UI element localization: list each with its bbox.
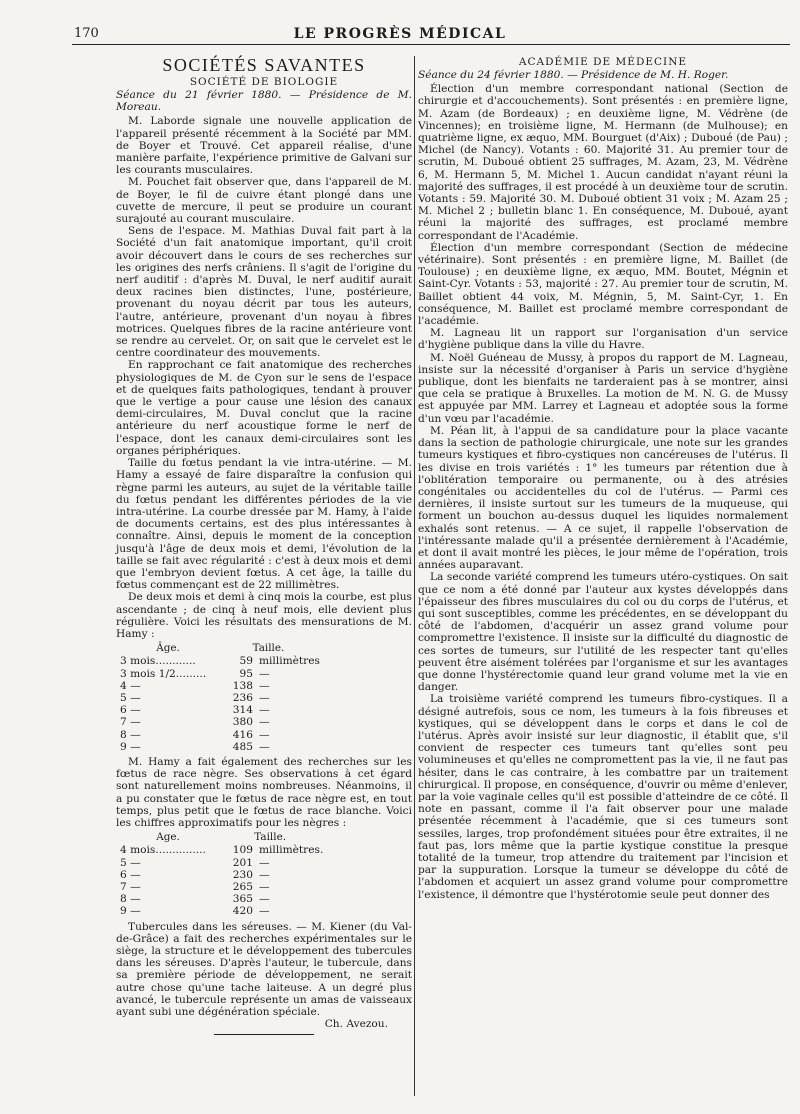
paragraph-lagneau: M. Lagneau lit un rapport sur l'organisation d'un service d'hygiène publique dans la ville du Havre. [418, 327, 788, 352]
paragraph-duval: Sens de l'espace. M. Mathias Duval fait part à la Société d'un fait anatomique important, qu'il croit avoir découvert dans le cours de ses recherches sur les origines des nerfs crâniens. Il s'agit de l'origine du nerf auditif : d'après M. Duval, le nerf auditif aurait deux racines bien distinctes, l'une, postérieure, provenant du noyau décrit par tous les auteurs, l'autre, antérieure, provenant d'un noyau à fibres motrices. Quelques fibres de la racine antérieure vont se rendre au cervelet. Or, on sait que le cervelet est le centre coordinateur des mouvements. [116, 225, 412, 360]
fetus-size-table [116, 641, 320, 753]
paragraph-pean: M. Péan lit, à l'appui de sa candidature pour la place vacante dans la section de pathologie chirurgicale, une note sur les grandes tumeurs kystiques et fibro-cystiques non cancéreuses de l'utérus. Il les divise en trois variétés : 1° les tumeurs par rétention due à l'oblitération temporaire ou permanente, ou à des atrésies congénitales ou accidentelles du col de l'utérus. — Parmi ces dernières, il insiste surtout sur les tumeurs de la muqueuse, qui forment un bouchon au-dessus duquel les liquides normalement exhalés sont retenus. — A ce sujet, il rappelle l'observation de l'intéressante malade qu'il a présentée dernièrement à l'Académie, et dont il avait montré les pièces, le jour même de l'opération, trois années auparavant. [418, 424, 788, 572]
paragraph-cyon: En rapprochant ce fait anatomique des recherches physiologiques de M. de Cyon sur le sens de l'espace et de quelques faits pathologiques, tendant à prouver que le vertige a pour cause une lésion des canaux demi-circulaires, M. Duval conclut que la racine antérieure du nerf acoustique forme le nerf de l'espace, dont les canaux demi-circulaires sont les organes périphériques. [116, 359, 412, 457]
table-row: 9 — 420 — [120, 905, 270, 918]
paragraph-second-variety: La seconde variété comprend les tumeurs utéro-cystiques. On sait que ce nom a été donné par l'auteur aux kystes développés dans l'épaisseur des fibres musculaires du col ou du corps de l'utérus, et qui sont susceptibles, comme les précédentes, en se développant du côté de l'abdomen, d'acquérir un assez grand volume pour compromettre l'existence. Il insiste sur la difficulté du diagnostic de ces sortes de tumeurs, sur l'utilité de les respecter tant qu'elles peuvent être aisément tolérées par l'organisme et sur les avantages que donne l'hystérectomie quand leur grand volume met la vie en danger. [418, 571, 788, 694]
table-row: 5 — 201 — [120, 856, 270, 869]
author-signature: Ch. Avezou. [324, 1018, 388, 1031]
table-header-size: Taille. [252, 642, 285, 655]
table-row: 4 mois............... 109 millimètres. [120, 844, 324, 857]
table-header-age: Âge. [156, 642, 180, 655]
session-line: Séance du 24 février 1880. — Présidence de M. H. Roger. [418, 69, 729, 81]
section-title: SOCIÉTÉS SAVANTES [162, 55, 366, 75]
paragraph-curve: De deux mois et demi à cinq mois la courbe, est plus ascendante ; de cinq à neuf mois, elle devient plus régulière. Voici les résultats des mensurations de M. Hamy : [116, 591, 412, 640]
column-divider [414, 56, 415, 1096]
paragraph-negro-fetus: M. Hamy a fait également des recherches sur les fœtus de race nègre. Ses observations à cet égard sont naturellement moins nombreuses. Néanmoins, il a pu constater que le fœtus de race nègre est, en tout temps, plus petit que le fœtus de race blanche. Voici les chiffres approximatifs pour les nègres : [116, 755, 412, 829]
negro-fetus-table [116, 830, 323, 917]
paragraph-mussy: M. Noël Guéneau de Mussy, à propos du rapport de M. Lagneau, insiste sur la nécessité d'organiser à Paris un service d'hygiène publique, dont les bienfaits ne tarderaient pas à se montrer, ainsi que cela se pratique à Bruxelles. La motion de M. N. G. de Mussy est appuyée par MM. Larrey et Lagneau et adoptée sous la forme d'un vœu par l'académie. [418, 351, 788, 425]
paragraph-election-surgery: Élection d'un membre correspondant national (Section de chirurgie et d'accouchements). Sont présentés : en première ligne, M. Azam (de Bordeaux) ; en deuxième ligne, M. Védrène (de Vincennes); en troisième ligne, M. Hermann (de Mulhouse); en quatrième ligne, ex æquo, MM. Bourguet (d'Aix) ; Duboué (de Pau) ; Michel (de Nancy). Votants : 60. Majorité 31. Au premier tour de scrutin, M. Duboué obtient 25 suffrages, M. Azam, 23, M. Védrène 6, M. Hermann 5, M. Michel 1. Aucun candidat n'ayant réuni la majorité des suffrages, il est procédé à un deuxième tour de scrutin. Votants : 59. Majorité 30. M. Duboué obtient 31 voix ; M. Azam 25 ; M. Michel 2 ; bulletin blanc 1. En conséquence, M. Duboué, ayant réuni la majorité des suffrages, est proclamé membre correspondant de l'Académie. [418, 83, 788, 242]
paragraph-hamy: Taille du fœtus pendant la vie intra-utérine. — M. Hamy a essayé de faire disparaître la confusion qui règne parmi les auteurs, au sujet de la véritable taille du fœtus pendant les différentes périodes de la vie intra-utérine. La courbe dressée par M. Hamy, à l'aide de documents certains, est des plus intéressantes à connaître. Ainsi, depuis le moment de la conception jusqu'à l'âge de deux mois et demi, l'évolution de la taille se fait avec régularité : c'est à deux mois et demi que l'embryon devient fœtus. A cet âge, la taille du fœtus commençant est de 22 millimètres. [116, 457, 412, 592]
table-row: 8 — 416 — [120, 728, 270, 741]
table-row: 5 — 236 — [120, 691, 270, 704]
paragraph-kiener: Tubercules dans les séreuses. — M. Kiener (du Val-de-Grâce) a fait des recherches expérimentales sur le siège, la structure et le développement des tubercules dans les séreuses. D'après l'auteur, le tubercule, dans sa première période de développement, ne serait autre chose qu'une tache laiteuse. A un degré plus avancé, le tubercule représente un amas de vaisseaux ayant subi une dégénération spéciale. [116, 920, 412, 1019]
session-line: Séance du 21 février 1880. — Présidence de M. Moreau. [116, 89, 412, 114]
paragraph-election-veterinary: Élection d'un membre correspondant (Section de médecine vétérinaire). Sont présentés : en première ligne, M. Baillet (de Toulouse) ; en deuxième ligne, ex æquo, MM. Boutet, Mégnin et Saint-Cyr. Votants : 53, majorité : 27. Au premier tour de scrutin, M. Baillet obtient 44 voix, M. Mégnin, 5, M. Saint-Cyr, 1. En conséquence, M. Baillet est proclamé membre correspondant de l'académie. [418, 241, 788, 328]
table-row: 6 — 314 — [120, 704, 270, 717]
table-row: 9 — 485 — [120, 740, 270, 753]
table-row: 6 — 230 — [120, 868, 270, 881]
section-end-rule [214, 1034, 314, 1035]
table-row: 8 — 365 — [120, 893, 270, 906]
table-row: 3 mois............ 59 millimètres [120, 655, 320, 668]
page-number: 170 [74, 26, 99, 41]
society-heading: SOCIÉTÉ DE BIOLOGIE [189, 76, 339, 88]
table-row: 3 mois 1/2......... 95 — [120, 667, 270, 680]
table-header-age: Age. [156, 831, 180, 844]
left-column [116, 56, 412, 1035]
header-rule [72, 44, 790, 45]
table-row: 7 — 380 — [120, 716, 270, 729]
table-row: 4 — 138 — [120, 679, 270, 692]
right-column [418, 56, 788, 901]
paragraph-laborde: M. Laborde signale une nouvelle application de l'appareil présenté récemment à la Société par MM. de Boyer et Trouvé. Cet appareil réalise, d'une manière parfaite, l'expérience primitive de Galvani sur les courants musculaires. [116, 115, 412, 177]
academy-heading: ACADÉMIE DE MÉDECINE [518, 56, 688, 68]
table-header-size: Taille. [254, 831, 287, 844]
page-header [0, 24, 800, 44]
paragraph-third-variety: La troisième variété comprend les tumeurs fibro-cystiques. Il a désigné autrefois, sous ce nom, les tumeurs à la fois fibreuses et kystiques, qui se développent dans le corps et dans le col de l'utérus. Après avoir insisté sur leur diagnostic, il établit que, s'il convient de respecter ces tumeurs tant qu'elles sont peu volumineuses et qu'elles ne compromettent pas la vie, il ne faut pas hésiter, dans le cas contraire, à les combattre par un traitement chirurgical. Il propose, en conséquence, d'ouvrir ou même d'enlever, par la voie vaginale celles qu'il est possible d'atteindre de ce côté. Il note en passant, comme il l'a fait observer pour une malade présentée récemment à l'académie, que si ces tumeurs sont sessiles, larges, trop profondément situées pour être extraites, il ne faut pas, lors même que la partie kystique constitue la presque totalité de la tumeur, trop attendre du traitement par l'incision et par la suppuration. Lorsque la tumeur se développe du côté de l'abdomen et acquiert un assez grand volume pour compromettre l'existence, il démontre que l'hystérotomie seule peut donner des [418, 693, 788, 901]
journal-title: LE PROGRÈS MÉDICAL [293, 26, 507, 42]
table-row: 7 — 265 — [120, 881, 270, 893]
paragraph-pouchet: M. Pouchet fait observer que, dans l'appareil de M. de Boyer, le fil de cuivre étant plongé dans une cuvette de mercure, il peut se produire un courant surajouté au courant musculaire. [116, 176, 412, 226]
